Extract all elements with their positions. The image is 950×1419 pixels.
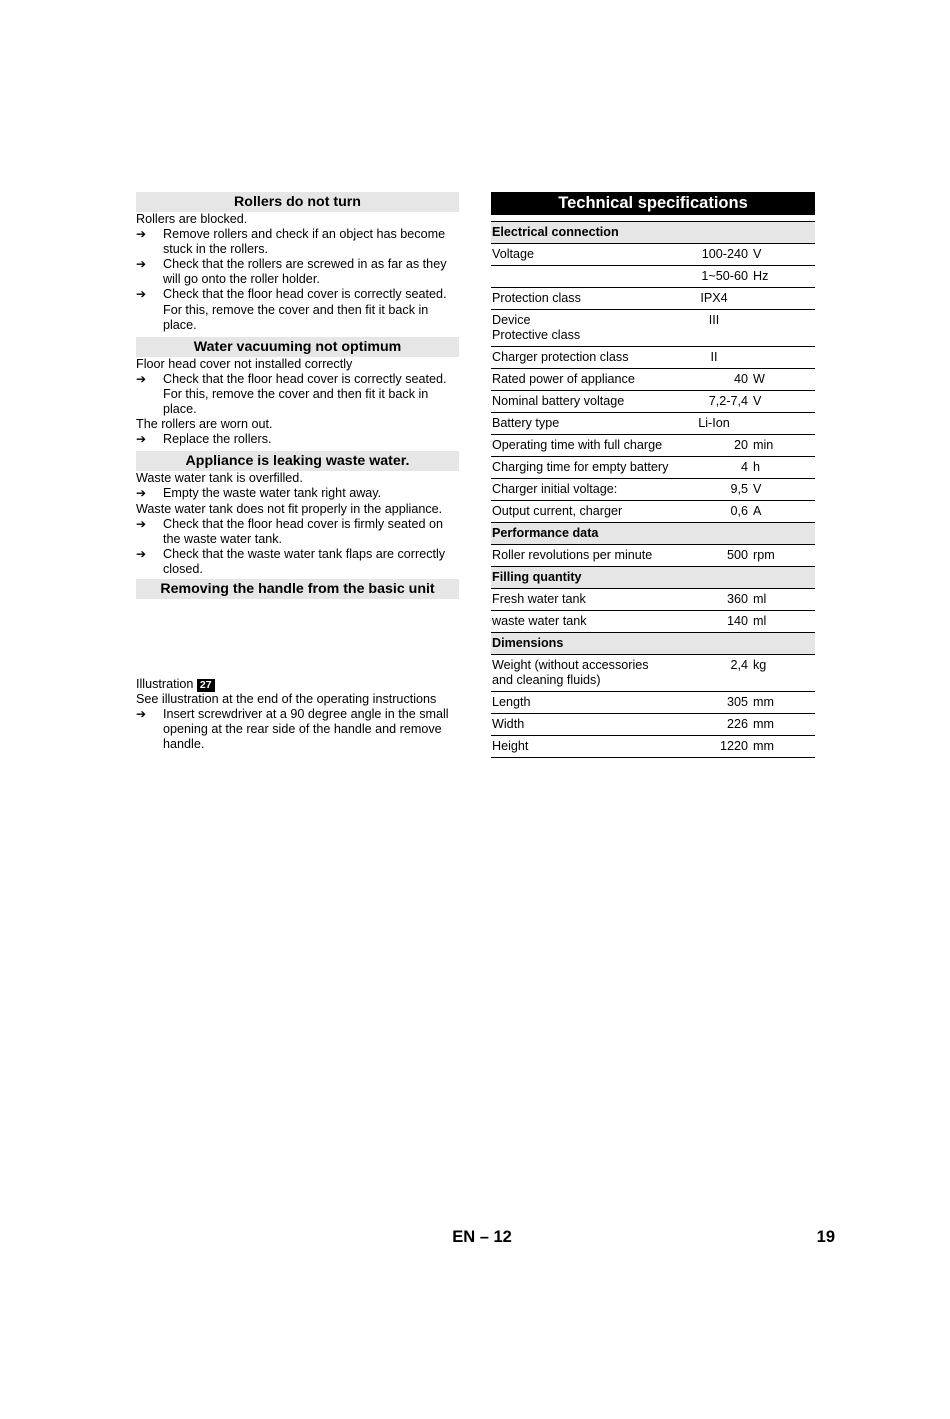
spec-value: IPX4 bbox=[700, 291, 728, 305]
right-arrow-icon: ➔ bbox=[136, 227, 147, 242]
spec-unit: ml bbox=[753, 614, 767, 628]
footer-section-label: EN – 12 bbox=[452, 1228, 512, 1246]
spec-row bbox=[491, 545, 815, 567]
spec-unit: h bbox=[753, 460, 761, 474]
spec-row bbox=[491, 244, 815, 266]
spec-unit: mm bbox=[753, 717, 774, 731]
cause-text: Waste water tank is overfilled. bbox=[136, 471, 303, 486]
spec-value: Li-Ion bbox=[698, 416, 730, 430]
spec-value: 2,4 bbox=[730, 658, 748, 672]
spec-label: Nominal battery voltage bbox=[492, 394, 625, 408]
spec-unit: mm bbox=[753, 739, 774, 753]
remedy-step: ➔ Check that the floor head cover is firmly seated on the waste water tank. bbox=[136, 516, 444, 546]
spec-label: Charger protection class bbox=[492, 350, 629, 364]
right-arrow-icon: ➔ bbox=[136, 516, 147, 531]
spec-row bbox=[491, 589, 815, 611]
spec-value: II bbox=[710, 350, 718, 364]
remedy-step: ➔ Check that the rollers are screwed in as far as they will go onto the roller holder. bbox=[136, 257, 447, 287]
illustration-ref: Illustration 27 bbox=[136, 677, 459, 692]
spec-unit: V bbox=[753, 482, 762, 496]
spec-row bbox=[491, 501, 815, 523]
spec-value: 40 bbox=[733, 372, 748, 386]
spec-value: 140 bbox=[726, 614, 748, 628]
spec-unit: V bbox=[753, 394, 762, 408]
remedy-step: ➔ Replace the rollers. bbox=[136, 432, 272, 447]
spec-value: 1220 bbox=[719, 739, 748, 753]
spec-row bbox=[491, 347, 815, 369]
spec-label: Height bbox=[492, 739, 529, 753]
spec-row bbox=[491, 369, 815, 391]
spec-label: Voltage bbox=[492, 247, 535, 261]
spec-label bbox=[492, 269, 675, 284]
spec-value: 226 bbox=[726, 717, 748, 731]
spec-unit: mm bbox=[753, 695, 774, 709]
spec-unit: ml bbox=[753, 592, 767, 606]
illustration-number-badge: 27 bbox=[197, 679, 215, 692]
spec-label: Dimensions bbox=[492, 636, 564, 650]
section-heading: Removing the handle from the basic unit bbox=[136, 579, 459, 599]
spec-label: Output current, charger bbox=[492, 504, 623, 518]
spec-value: 500 bbox=[726, 548, 748, 562]
spec-unit: Hz bbox=[753, 269, 769, 283]
spec-group-header bbox=[491, 633, 815, 655]
right-arrow-icon: ➔ bbox=[136, 546, 147, 561]
remedy-step: ➔ Check that the floor head cover is correctly seated. For this, remove the cover and then fit it back in place. bbox=[136, 287, 447, 332]
spec-label: Charging time for empty battery bbox=[492, 460, 669, 474]
spec-unit: kg bbox=[753, 658, 767, 672]
right-arrow-icon: ➔ bbox=[136, 707, 147, 722]
section-rollers bbox=[136, 192, 459, 333]
spec-value: 4 bbox=[740, 460, 748, 474]
spec-label: Device Protective class bbox=[492, 313, 581, 342]
spec-value: 100-240 bbox=[701, 247, 748, 261]
spec-unit: W bbox=[753, 372, 765, 386]
right-arrow-icon: ➔ bbox=[136, 371, 147, 386]
spec-label: Fresh water tank bbox=[492, 592, 586, 606]
spec-label: Battery type bbox=[492, 416, 560, 430]
spec-row bbox=[491, 736, 815, 758]
specs-table bbox=[491, 221, 815, 758]
page-number: 19 bbox=[816, 1228, 835, 1246]
remedy-step: ➔ Remove rollers and check if an object has become stuck in the rollers. bbox=[136, 227, 446, 257]
right-arrow-icon: ➔ bbox=[136, 287, 147, 302]
spec-value: 360 bbox=[726, 592, 748, 606]
spec-row bbox=[491, 714, 815, 736]
cause-text: Waste water tank does not fit properly in the appliance. bbox=[136, 501, 443, 516]
remedy-step: ➔ Check that the waste water tank flaps are correctly closed. bbox=[136, 546, 446, 576]
cause-text: The rollers are worn out. bbox=[136, 417, 273, 432]
spec-unit bbox=[753, 350, 815, 365]
spec-group-header bbox=[491, 567, 815, 589]
troubleshooting-column bbox=[136, 192, 459, 752]
spec-row bbox=[491, 391, 815, 413]
spec-value: 20 bbox=[733, 438, 748, 452]
spec-row bbox=[491, 413, 815, 435]
spec-label: Operating time with full charge bbox=[492, 438, 663, 452]
spec-row bbox=[491, 266, 815, 288]
right-arrow-icon: ➔ bbox=[136, 257, 147, 272]
section-removing-handle bbox=[136, 579, 459, 752]
spec-value: III bbox=[708, 313, 720, 327]
spec-label: Roller revolutions per minute bbox=[492, 548, 653, 562]
section-heading: Appliance is leaking waste water. bbox=[136, 451, 459, 471]
cause-text: Floor head cover not installed correctly bbox=[136, 356, 353, 371]
spacer bbox=[136, 599, 459, 677]
spec-group-header bbox=[491, 222, 815, 244]
spec-label: Rated power of appliance bbox=[492, 372, 635, 386]
spec-value: 0,6 bbox=[730, 504, 748, 518]
remedy-step: ➔ Check that the floor head cover is correctly seated. For this, remove the cover and then fit it back in place. bbox=[136, 371, 447, 417]
spec-label: waste water tank bbox=[492, 614, 587, 628]
spec-unit: V bbox=[753, 247, 762, 261]
spec-value: 1~50-60 bbox=[701, 269, 748, 283]
spec-unit bbox=[753, 313, 815, 343]
spec-label: Length bbox=[492, 695, 531, 709]
spec-row bbox=[491, 692, 815, 714]
technical-specifications bbox=[491, 192, 815, 758]
spec-row bbox=[491, 435, 815, 457]
right-arrow-icon: ➔ bbox=[136, 486, 147, 501]
spec-unit: rpm bbox=[753, 548, 775, 562]
spec-label: Protection class bbox=[492, 291, 581, 305]
section-heading: Rollers do not turn bbox=[136, 192, 459, 212]
right-arrow-icon: ➔ bbox=[136, 432, 147, 447]
section-leaking bbox=[136, 451, 459, 577]
spec-label: Weight (without accessories and cleaning fluids) bbox=[492, 658, 649, 687]
spec-row bbox=[491, 310, 815, 347]
spec-row bbox=[491, 479, 815, 501]
spec-unit bbox=[753, 291, 815, 306]
specs-title: Technical specifications bbox=[491, 192, 815, 215]
spec-row bbox=[491, 611, 815, 633]
section-heading: Water vacuuming not optimum bbox=[136, 337, 459, 357]
spec-row bbox=[491, 288, 815, 310]
spec-label: Width bbox=[492, 717, 525, 731]
see-illustration-text: See illustration at the end of the operating instructions bbox=[136, 692, 437, 707]
cause-text: Rollers are blocked. bbox=[136, 212, 248, 226]
spec-unit: min bbox=[753, 438, 774, 452]
spec-value: 7,2-7,4 bbox=[708, 394, 748, 408]
spec-value: 305 bbox=[726, 695, 748, 709]
spec-label: Filling quantity bbox=[492, 570, 582, 584]
spec-value: 9,5 bbox=[730, 482, 748, 496]
spec-group-header bbox=[491, 523, 815, 545]
spec-label: Electrical connection bbox=[492, 225, 619, 239]
spec-unit: A bbox=[753, 504, 762, 518]
section-water-vacuuming bbox=[136, 337, 459, 448]
spec-row bbox=[491, 457, 815, 479]
spec-unit bbox=[753, 416, 815, 431]
remedy-step: ➔ Empty the waste water tank right away. bbox=[136, 486, 382, 501]
spec-row bbox=[491, 655, 815, 692]
spec-label: Charger initial voltage: bbox=[492, 482, 618, 496]
remedy-step: ➔ Insert screwdriver at a 90 degree angle in the small opening at the rear side of the handle and remove handle. bbox=[136, 707, 449, 752]
spec-label: Performance data bbox=[492, 526, 599, 540]
